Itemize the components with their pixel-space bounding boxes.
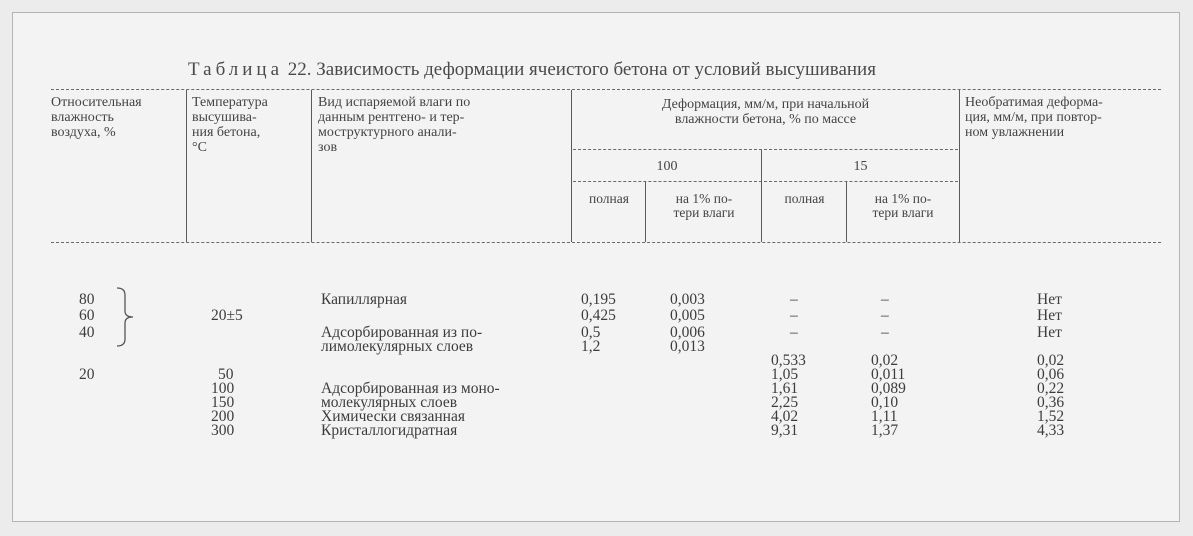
d15-full-value: 1,61: [771, 380, 799, 397]
header-sub-rule: [573, 181, 958, 182]
humidity-value: 60: [79, 307, 95, 324]
d15-full-value: 9,31: [771, 422, 799, 439]
d100-per1-value: 0,006: [670, 324, 705, 341]
humidity-value: 80: [79, 291, 95, 308]
header-moisture-type: Вид испаряемой влаги по данным рентгено- и тер- моструктурного анали- зов: [318, 95, 471, 155]
d15-full-value: 0,533: [771, 352, 806, 369]
temperature-value: 50: [218, 366, 234, 383]
d15-full-value: 1,05: [771, 366, 799, 383]
col-divider-15-sub: [846, 182, 847, 242]
moisture-type: Адсорбированная из моно-: [321, 380, 500, 397]
d15-per1-value: 0,10: [871, 394, 899, 411]
d15-per1-value: 1,11: [871, 408, 898, 425]
d15-full-value: –: [790, 324, 798, 341]
irreversible-value: Нет: [1037, 324, 1062, 341]
d15-per1-value: –: [881, 324, 889, 341]
d15-per1-value: 0,02: [871, 352, 899, 369]
d100-per1-value: 0,003: [670, 291, 705, 308]
header-full-15: полная: [784, 191, 825, 206]
irreversible-value: 0,22: [1037, 380, 1065, 397]
header-full-100: полная: [589, 191, 629, 206]
d15-full-value: 2,25: [771, 394, 799, 411]
moisture-type: лимолекулярных слоев: [321, 338, 474, 355]
irreversible-value: 1,52: [1037, 408, 1065, 425]
irreversible-value: 0,02: [1037, 352, 1065, 369]
d15-per1-value: 0,089: [871, 380, 906, 397]
moisture-type: Кристаллогидратная: [321, 422, 458, 439]
d100-full-value: 0,425: [581, 307, 616, 324]
col-divider-3: [571, 90, 572, 242]
humidity-value: 40: [79, 324, 95, 341]
d100-per1-value: 0,005: [670, 307, 705, 324]
temperature-value: 200: [211, 408, 235, 425]
d15-per1-value: 1,37: [871, 422, 899, 439]
header-humidity: Относительная влажность воздуха, %: [51, 95, 142, 140]
moisture-type: Химически связанная: [321, 408, 465, 425]
moisture-type: Капиллярная: [321, 291, 408, 308]
table-caption: [188, 59, 876, 81]
d15-full-value: –: [790, 291, 798, 308]
d100-full-value: 0,195: [581, 291, 616, 308]
col-divider-100-15: [761, 150, 762, 242]
irreversible-value: Нет: [1037, 307, 1062, 324]
caption-title: Зависимость деформации ячеистого бетона от условий высушивания: [316, 59, 876, 80]
temperature-value: 300: [211, 422, 235, 439]
d15-full-value: –: [790, 307, 798, 324]
d15-full-value: 4,02: [771, 408, 799, 425]
irreversible-value: Нет: [1037, 291, 1062, 308]
header-per1-15: на 1% по- тери влаги: [872, 191, 934, 220]
col-divider-100-sub: [645, 182, 646, 242]
moisture-type: молекулярных слоев: [321, 394, 458, 411]
caption-number: 22.: [287, 59, 312, 80]
d15-per1-value: –: [881, 307, 889, 324]
moisture-type: Адсорбированная из по-: [321, 324, 483, 341]
d100-full-value: 0,5: [581, 324, 601, 341]
header-temperature: Температура высушива- ния бетона, °C: [192, 95, 268, 155]
humidity-value: 20: [79, 366, 95, 383]
temperature-value: 100: [211, 380, 235, 397]
d100-full-value: 1,2: [581, 338, 601, 355]
caption-label: Таблица: [188, 59, 284, 80]
d100-per1-value: 0,013: [670, 338, 705, 355]
header-moisture-100: 100: [656, 159, 678, 174]
col-divider-1: [186, 90, 187, 242]
irreversible-value: 0,06: [1037, 366, 1065, 383]
header-bottom-rule: [51, 242, 1161, 243]
header-per1-100: на 1% по- тери влаги: [673, 191, 735, 220]
col-divider-4: [959, 90, 960, 242]
header-top-rule: [51, 89, 1161, 90]
document-page: [12, 12, 1180, 522]
d15-per1-value: 0,011: [871, 366, 906, 383]
irreversible-value: 0,36: [1037, 394, 1065, 411]
header-moisture-15: 15: [853, 159, 868, 174]
d15-per1-value: –: [881, 291, 889, 308]
header-irreversible: Необратимая деформа- ция, мм/м, при повтор- ном увлажнении: [965, 95, 1103, 140]
group-brace: [115, 287, 141, 347]
header-deformation: Деформация, мм/м, при начальной влажности бетона, % по массе: [661, 97, 870, 127]
irreversible-value: 4,33: [1037, 422, 1065, 439]
header-mid-rule: [573, 149, 958, 150]
col-divider-2: [311, 90, 312, 242]
temperature-value: 20±5: [211, 307, 243, 324]
temperature-value: 150: [211, 394, 235, 411]
